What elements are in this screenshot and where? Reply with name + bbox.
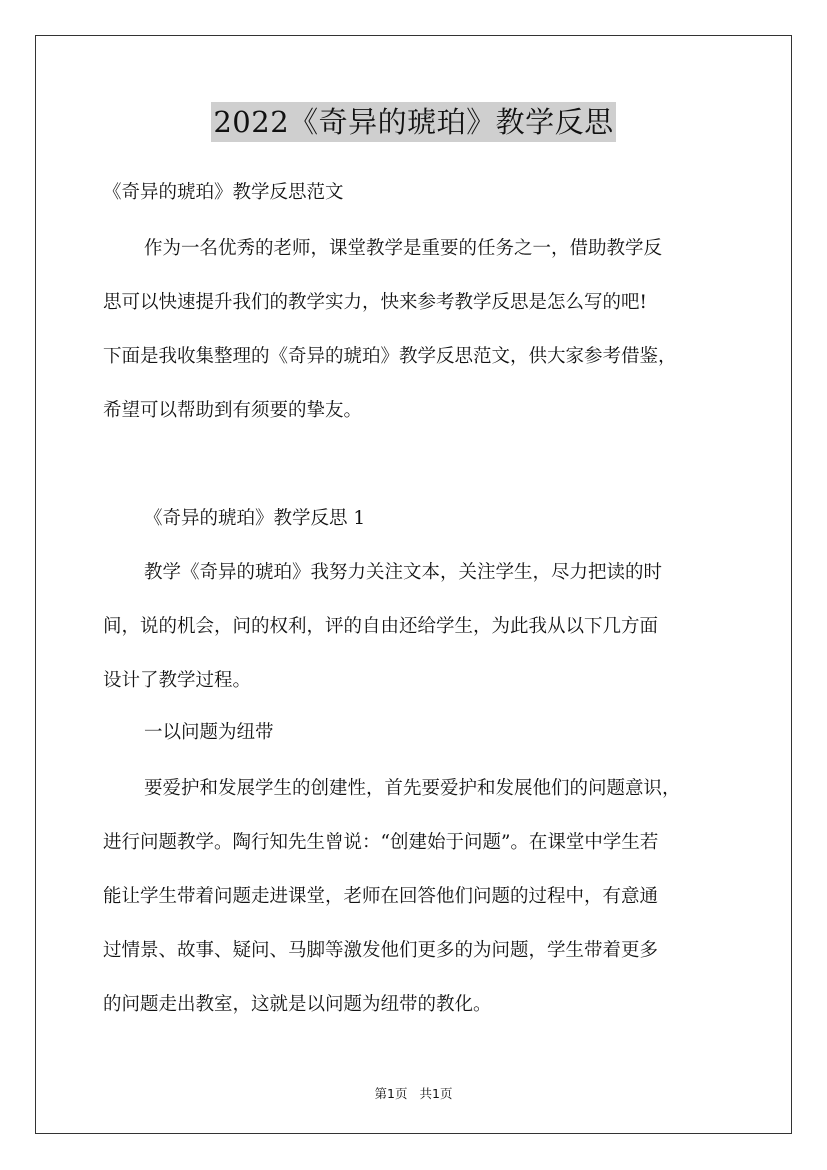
section-heading: 《奇异的琥珀》教学反思 1: [144, 508, 366, 529]
page-number: 第1页: [374, 1086, 408, 1101]
title-wrap: [0, 102, 827, 142]
document-title: 2022《奇异的琥珀》教学反思: [211, 102, 615, 142]
intro-line: 下面是我收集整理的《奇异的琥珀》教学反思范文，供大家参考借鉴，: [103, 346, 677, 367]
paragraph-line: 过情景、故事、疑问、马脚等激发他们更多的为问题，学生带着更多: [103, 940, 659, 961]
intro-line: 思可以快速提升我们的教学实力，快来参考教学反思是怎么写的吧!: [103, 292, 647, 313]
document-subtitle: 《奇异的琥珀》教学反思范文: [103, 182, 344, 203]
page-footer: [0, 1084, 827, 1102]
paragraph-line: 教学《奇异的琥珀》我努力关注文本，关注学生，尽力把读的时: [144, 562, 663, 583]
paragraph-line: 的问题走出教室，这就是以问题为纽带的教化。: [103, 994, 492, 1015]
paragraph-line: 要爱护和发展学生的创建性，首先要爱护和发展他们的问题意识，: [144, 778, 681, 799]
paragraph-line: 设计了教学过程。: [103, 670, 252, 691]
paragraph-line: 间，说的机会，问的权利，评的自由还给学生，为此我从以下几方面: [103, 616, 659, 637]
page-total: 共1页: [419, 1086, 453, 1101]
intro-line: 希望可以帮助到有须要的挚友。: [103, 400, 363, 421]
paragraph-line: 进行问题教学。陶行知先生曾说：“创建始于问题”。在课堂中学生若: [103, 832, 659, 853]
paragraph-line: 能让学生带着问题走进课堂，老师在回答他们问题的过程中，有意通: [103, 886, 659, 907]
subheading: 一以问题为纽带: [144, 722, 274, 743]
intro-line: 作为一名优秀的老师，课堂教学是重要的任务之一，借助教学反: [144, 238, 663, 259]
